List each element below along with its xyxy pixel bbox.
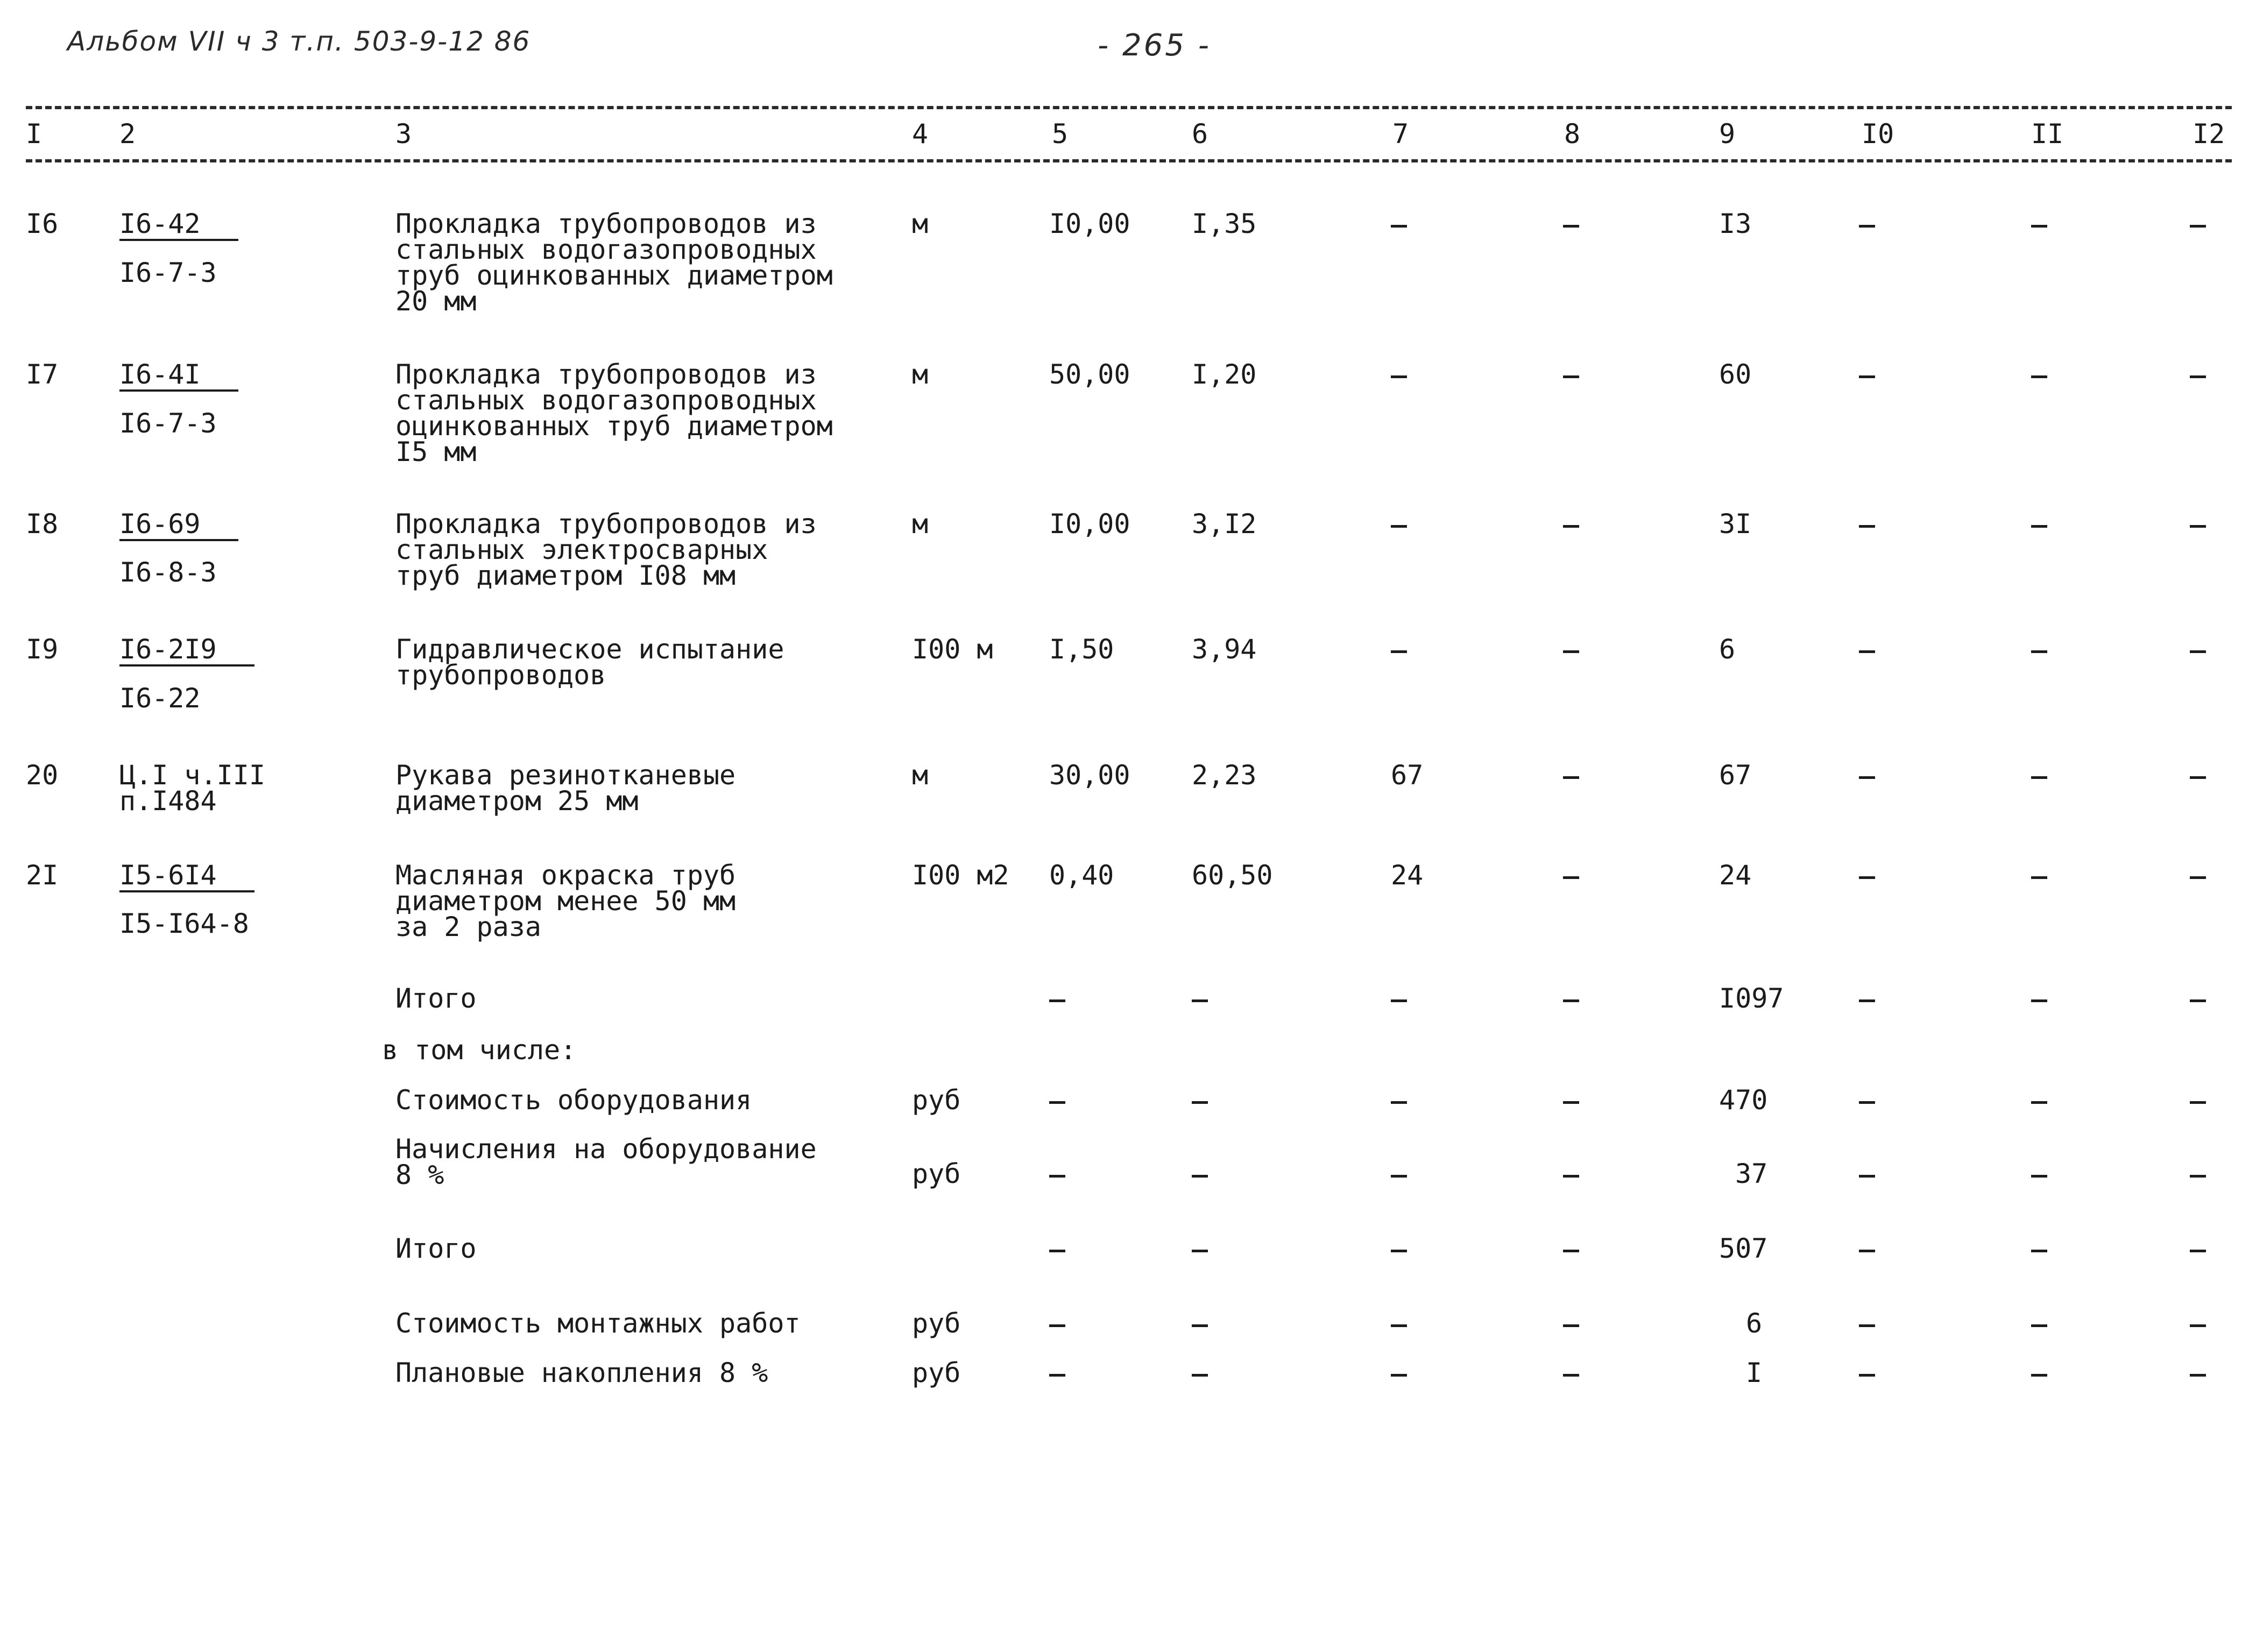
- empty-mark-col8: [1563, 1324, 1579, 1327]
- summary-unit: руб: [912, 1084, 961, 1116]
- total-cost: 3I: [1719, 508, 1752, 540]
- empty-mark-col8: [1563, 776, 1579, 779]
- empty-mark-col10: [1859, 1101, 1875, 1104]
- quantity: I0,00: [1049, 208, 1130, 239]
- empty-mark-col11: [2031, 999, 2047, 1002]
- summary-total: I097: [1719, 983, 1784, 1014]
- column-header-5: 5: [1052, 118, 1069, 150]
- price-code: I5-I64-8: [119, 908, 249, 939]
- empty-mark-col12: [2190, 375, 2206, 378]
- empty-mark-col7: [1391, 1101, 1407, 1104]
- summary-total: 6: [1746, 1308, 1763, 1339]
- including-label: в том числе:: [382, 1034, 577, 1066]
- empty-mark-col7: [1391, 999, 1407, 1002]
- empty-mark-col10: [1859, 1250, 1875, 1252]
- empty-mark-col6: [1192, 1324, 1208, 1327]
- summary-total: 37: [1735, 1158, 1768, 1189]
- work-description: Гидравлическое испытание трубопроводов: [395, 634, 784, 691]
- empty-mark-col12: [2190, 776, 2206, 779]
- column-header-6: 6: [1192, 118, 1208, 150]
- summary-total: 507: [1719, 1233, 1768, 1264]
- empty-mark-col5: [1049, 999, 1065, 1002]
- summary-label: Итого: [395, 1233, 477, 1264]
- empty-mark-col8: [1563, 876, 1579, 879]
- total-cost: 60: [1719, 359, 1752, 390]
- empty-mark-col8: [1563, 1101, 1579, 1104]
- summary-unit: руб: [912, 1308, 961, 1339]
- empty-mark-col7: [1391, 1324, 1407, 1327]
- empty-mark-col12: [2190, 650, 2206, 653]
- empty-mark-col8: [1563, 375, 1579, 378]
- column-header-8: 8: [1564, 118, 1581, 150]
- unit: м: [912, 208, 929, 239]
- empty-mark-col7: [1391, 225, 1407, 228]
- total-cost: 6: [1719, 634, 1736, 665]
- column-header-9: 9: [1719, 118, 1736, 150]
- empty-mark-col6: [1192, 1374, 1208, 1377]
- norm-code: I6-4I: [119, 359, 201, 390]
- summary-total: I: [1746, 1357, 1763, 1388]
- price-code: I6-22: [119, 683, 201, 714]
- unit: I00 м2: [912, 860, 1009, 891]
- empty-mark-col7: [1391, 525, 1407, 528]
- empty-mark-col8: [1563, 650, 1579, 653]
- unit-price: I,35: [1192, 208, 1257, 239]
- empty-mark-col11: [2031, 1374, 2047, 1377]
- empty-mark-col11: [2031, 876, 2047, 879]
- work-description: Прокладка трубопроводов из стальных водогазопроводных труб оцинкованных диаметром 20 мм: [395, 208, 833, 317]
- header-bottom-rule: [26, 159, 2232, 162]
- row-number: I9: [26, 634, 59, 665]
- price-code: I6-7-3: [119, 408, 217, 439]
- empty-mark-col7: [1391, 1175, 1407, 1178]
- empty-mark-col10: [1859, 776, 1875, 779]
- column-header-4: 4: [912, 118, 929, 150]
- empty-mark-col10: [1859, 375, 1875, 378]
- column-header-7: 7: [1392, 118, 1409, 150]
- row-number: I8: [26, 508, 59, 540]
- empty-mark-col7: [1391, 1374, 1407, 1377]
- album-reference-note: Альбом VII ч 3 т.п. 503-9-12 86: [67, 26, 531, 57]
- row-number: I7: [26, 359, 59, 390]
- quantity: 30,00: [1049, 760, 1130, 791]
- row-number: 20: [26, 760, 59, 791]
- empty-mark-col7: [1391, 650, 1407, 653]
- column-header-12: I2: [2193, 118, 2225, 150]
- unit: м: [912, 359, 929, 390]
- norm-code: I6-42: [119, 208, 201, 239]
- column-header-1: I: [26, 118, 43, 150]
- summary-unit: руб: [912, 1357, 961, 1388]
- empty-mark-col10: [1859, 1324, 1875, 1327]
- empty-mark-col11: [2031, 225, 2047, 228]
- empty-mark-col5: [1049, 1250, 1065, 1252]
- empty-mark-col10: [1859, 525, 1875, 528]
- unit: м: [912, 760, 929, 791]
- unit-price: 3,94: [1192, 634, 1257, 665]
- norm-code: I5-6I4: [119, 860, 217, 891]
- summary-label: Стоимость оборудования: [395, 1084, 752, 1116]
- empty-mark-col12: [2190, 225, 2206, 228]
- empty-mark-col8: [1563, 525, 1579, 528]
- empty-mark-col5: [1049, 1374, 1065, 1377]
- summary-label: Плановые накопления 8 %: [395, 1357, 768, 1388]
- total-cost: 67: [1719, 760, 1752, 791]
- summary-label: Итого: [395, 983, 477, 1014]
- price-code: I6-7-3: [119, 257, 217, 288]
- empty-mark-col8: [1563, 1374, 1579, 1377]
- work-description: Рукава резинотканевые диаметром 25 мм: [395, 760, 736, 817]
- empty-mark-col10: [1859, 1175, 1875, 1178]
- row-number: I6: [26, 208, 59, 239]
- empty-mark-col11: [2031, 1101, 2047, 1104]
- empty-mark-col8: [1563, 225, 1579, 228]
- quantity: 50,00: [1049, 359, 1130, 390]
- unit-price: I,20: [1192, 359, 1257, 390]
- header-top-rule: [26, 106, 2232, 109]
- empty-mark-col6: [1192, 1101, 1208, 1104]
- empty-mark-col8: [1563, 1175, 1579, 1178]
- empty-mark-col5: [1049, 1324, 1065, 1327]
- empty-mark-col10: [1859, 650, 1875, 653]
- empty-mark-col10: [1859, 876, 1875, 879]
- quantity: I,50: [1049, 634, 1114, 665]
- empty-mark-col11: [2031, 525, 2047, 528]
- work-description: Прокладка трубопроводов из стальных электросварных труб диаметром I08 мм: [395, 508, 817, 591]
- unit-price: 2,23: [1192, 760, 1257, 791]
- empty-mark-col5: [1049, 1101, 1065, 1104]
- unit-price: 60,50: [1192, 860, 1273, 891]
- empty-mark-col12: [2190, 1374, 2206, 1377]
- summary-unit: руб: [912, 1158, 961, 1189]
- summary-label: Стоимость монтажных работ: [395, 1308, 801, 1339]
- empty-mark-col11: [2031, 375, 2047, 378]
- empty-mark-col11: [2031, 1324, 2047, 1327]
- column-header-3: 3: [395, 118, 412, 150]
- empty-mark-col11: [2031, 650, 2047, 653]
- quantity: I0,00: [1049, 508, 1130, 540]
- empty-mark-col6: [1192, 999, 1208, 1002]
- column-header-10: I0: [1862, 118, 1894, 150]
- empty-mark-col11: [2031, 1175, 2047, 1178]
- material-cost: 24: [1391, 860, 1424, 891]
- norm-code: I6-2I9: [119, 634, 217, 665]
- empty-mark-col11: [2031, 1250, 2047, 1252]
- empty-mark-col6: [1192, 1175, 1208, 1178]
- work-description: Прокладка трубопроводов из стальных водогазопроводных оцинкованных труб диаметром I5 мм: [395, 359, 833, 467]
- unit-price: 3,I2: [1192, 508, 1257, 540]
- empty-mark-col12: [2190, 1250, 2206, 1252]
- empty-mark-col11: [2031, 776, 2047, 779]
- empty-mark-col8: [1563, 1250, 1579, 1252]
- unit: I00 м: [912, 634, 993, 665]
- empty-mark-col12: [2190, 1175, 2206, 1178]
- material-cost: 67: [1391, 760, 1424, 791]
- empty-mark-col6: [1192, 1250, 1208, 1252]
- quantity: 0,40: [1049, 860, 1114, 891]
- empty-mark-col12: [2190, 999, 2206, 1002]
- norm-code: Ц.I ч.III: [119, 760, 265, 791]
- empty-mark-col12: [2190, 1324, 2206, 1327]
- empty-mark-col7: [1391, 1250, 1407, 1252]
- total-cost: I3: [1719, 208, 1752, 239]
- column-header-2: 2: [119, 118, 136, 150]
- page-number: - 265 -: [1098, 28, 1211, 63]
- row-number: 2I: [26, 860, 59, 891]
- empty-mark-col8: [1563, 999, 1579, 1002]
- price-code: п.I484: [119, 785, 217, 817]
- unit: м: [912, 508, 929, 540]
- empty-mark-col12: [2190, 525, 2206, 528]
- column-header-11: II: [2031, 118, 2064, 150]
- empty-mark-col10: [1859, 1374, 1875, 1377]
- total-cost: 24: [1719, 860, 1752, 891]
- empty-mark-col10: [1859, 225, 1875, 228]
- price-code: I6-8-3: [119, 557, 217, 588]
- empty-mark-col7: [1391, 375, 1407, 378]
- empty-mark-col12: [2190, 1101, 2206, 1104]
- work-description: Масляная окраска труб диаметром менее 50 мм за 2 раза: [395, 860, 736, 942]
- norm-code: I6-69: [119, 508, 201, 540]
- empty-mark-col10: [1859, 999, 1875, 1002]
- summary-total: 470: [1719, 1084, 1768, 1116]
- empty-mark-col12: [2190, 876, 2206, 879]
- empty-mark-col5: [1049, 1175, 1065, 1178]
- summary-label: Начисления на оборудование 8 %: [395, 1133, 817, 1190]
